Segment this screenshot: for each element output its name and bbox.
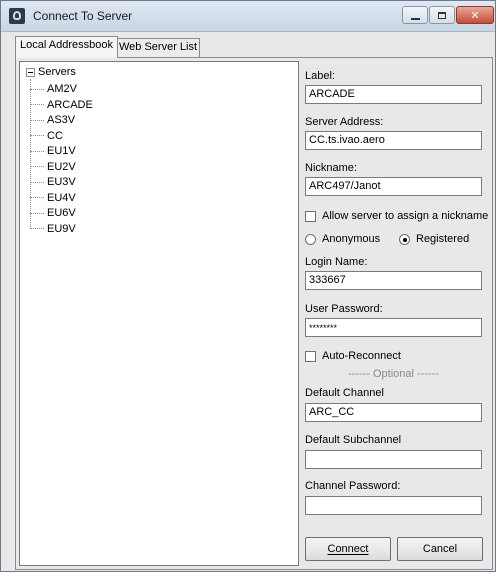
optional-separator: ------ Optional ------: [347, 368, 440, 380]
tree-item-label: EU4V: [47, 191, 76, 204]
tree-connector: [30, 104, 44, 105]
nickname-input[interactable]: ARC497/Janot: [305, 177, 482, 196]
tree-item[interactable]: [30, 82, 77, 96]
window-title: Connect To Server: [33, 9, 133, 23]
tree-item-label: AS3V: [47, 114, 76, 126]
nickname-label: Nickname:: [305, 162, 357, 174]
tree-root-label: Servers: [38, 66, 76, 78]
server-address-label: Server Address:: [305, 116, 384, 128]
tree-item-label: EU1V: [47, 145, 76, 157]
tree-connector: [30, 120, 44, 121]
tree-item-label: ARCADE: [47, 98, 93, 111]
maximize-button[interactable]: [429, 6, 455, 24]
anonymous-radio[interactable]: [305, 233, 380, 245]
tree-item-label: AM2V: [47, 83, 77, 95]
connect-label: Connect: [327, 543, 369, 555]
tab-label: Web Server List: [119, 41, 198, 53]
tree-item-label: EU3V: [47, 176, 76, 188]
label-input[interactable]: ARCADE: [305, 85, 482, 104]
tree-connector: [30, 213, 44, 214]
cancel-button[interactable]: [397, 537, 483, 561]
tree-item[interactable]: [30, 144, 76, 158]
tree-item-label: EU2V: [47, 160, 76, 173]
tree-connector: [30, 135, 44, 136]
close-button[interactable]: [456, 6, 494, 24]
title-bar[interactable]: [1, 1, 495, 32]
server-address-input[interactable]: CC.ts.ivao.aero: [305, 131, 482, 150]
tree-item-label: EU9V: [47, 222, 76, 235]
default-channel-label: Default Channel: [305, 387, 384, 399]
default-subchannel-label: Default Subchannel: [305, 434, 402, 446]
tree-item[interactable]: [30, 98, 93, 112]
tree-item[interactable]: [30, 191, 76, 205]
user-password-label: User Password:: [305, 303, 383, 315]
auto-reconnect-checkbox[interactable]: [305, 350, 401, 362]
label-label: Label:: [305, 70, 335, 82]
tree-item-label: EU6V: [47, 207, 76, 219]
maximize-icon: [438, 12, 446, 19]
tab-local-addressbook[interactable]: [15, 36, 118, 58]
tree-item[interactable]: [30, 206, 76, 220]
tree-connector: [30, 151, 44, 152]
minimize-button[interactable]: [402, 6, 428, 24]
allow-assign-label: Allow server to assign a nickname: [322, 210, 489, 222]
checkbox-box[interactable]: [305, 351, 316, 362]
tree-item[interactable]: [30, 160, 76, 174]
radio-circle[interactable]: [305, 234, 316, 245]
checkbox-box[interactable]: [305, 211, 316, 222]
tab-panel: [15, 57, 493, 570]
tree-root-servers[interactable]: [26, 66, 76, 78]
tree-connector: [30, 182, 44, 183]
channel-password-input[interactable]: [305, 496, 482, 515]
tab-label: Local Addressbook: [20, 39, 113, 51]
minimize-icon: [411, 18, 420, 20]
tab-web-server-list[interactable]: [114, 38, 200, 57]
tree-item-label: CC: [47, 129, 63, 142]
tree-connector: [30, 197, 44, 198]
connect-button[interactable]: [305, 537, 391, 561]
radio-circle-checked[interactable]: [399, 234, 410, 245]
tree-connector: [30, 89, 44, 90]
registered-label: Registered: [416, 233, 470, 245]
tree-item[interactable]: [30, 113, 75, 127]
close-icon: ✕: [470, 9, 480, 22]
default-channel-input[interactable]: ARC_CC: [305, 403, 482, 422]
default-subchannel-input[interactable]: [305, 450, 482, 469]
tree-item[interactable]: [30, 129, 63, 143]
tree-connector: [30, 166, 44, 167]
user-password-input[interactable]: ********: [305, 318, 482, 337]
registered-radio[interactable]: [399, 233, 469, 245]
login-name-label: Login Name:: [305, 256, 368, 268]
collapse-icon[interactable]: [26, 68, 35, 77]
server-form: [305, 58, 491, 569]
tree-item[interactable]: [30, 175, 76, 189]
anonymous-label: Anonymous: [322, 233, 381, 245]
login-name-input[interactable]: 333667: [305, 271, 482, 290]
allow-assign-nickname-checkbox[interactable]: [305, 210, 488, 222]
tree-item[interactable]: [30, 222, 76, 236]
server-tree[interactable]: [19, 61, 299, 566]
auto-reconnect-label: Auto-Reconnect: [322, 350, 401, 362]
channel-password-label: Channel Password:: [305, 480, 401, 492]
cancel-label: Cancel: [422, 543, 458, 555]
app-icon: [9, 8, 25, 24]
tree-connector: [30, 228, 44, 229]
